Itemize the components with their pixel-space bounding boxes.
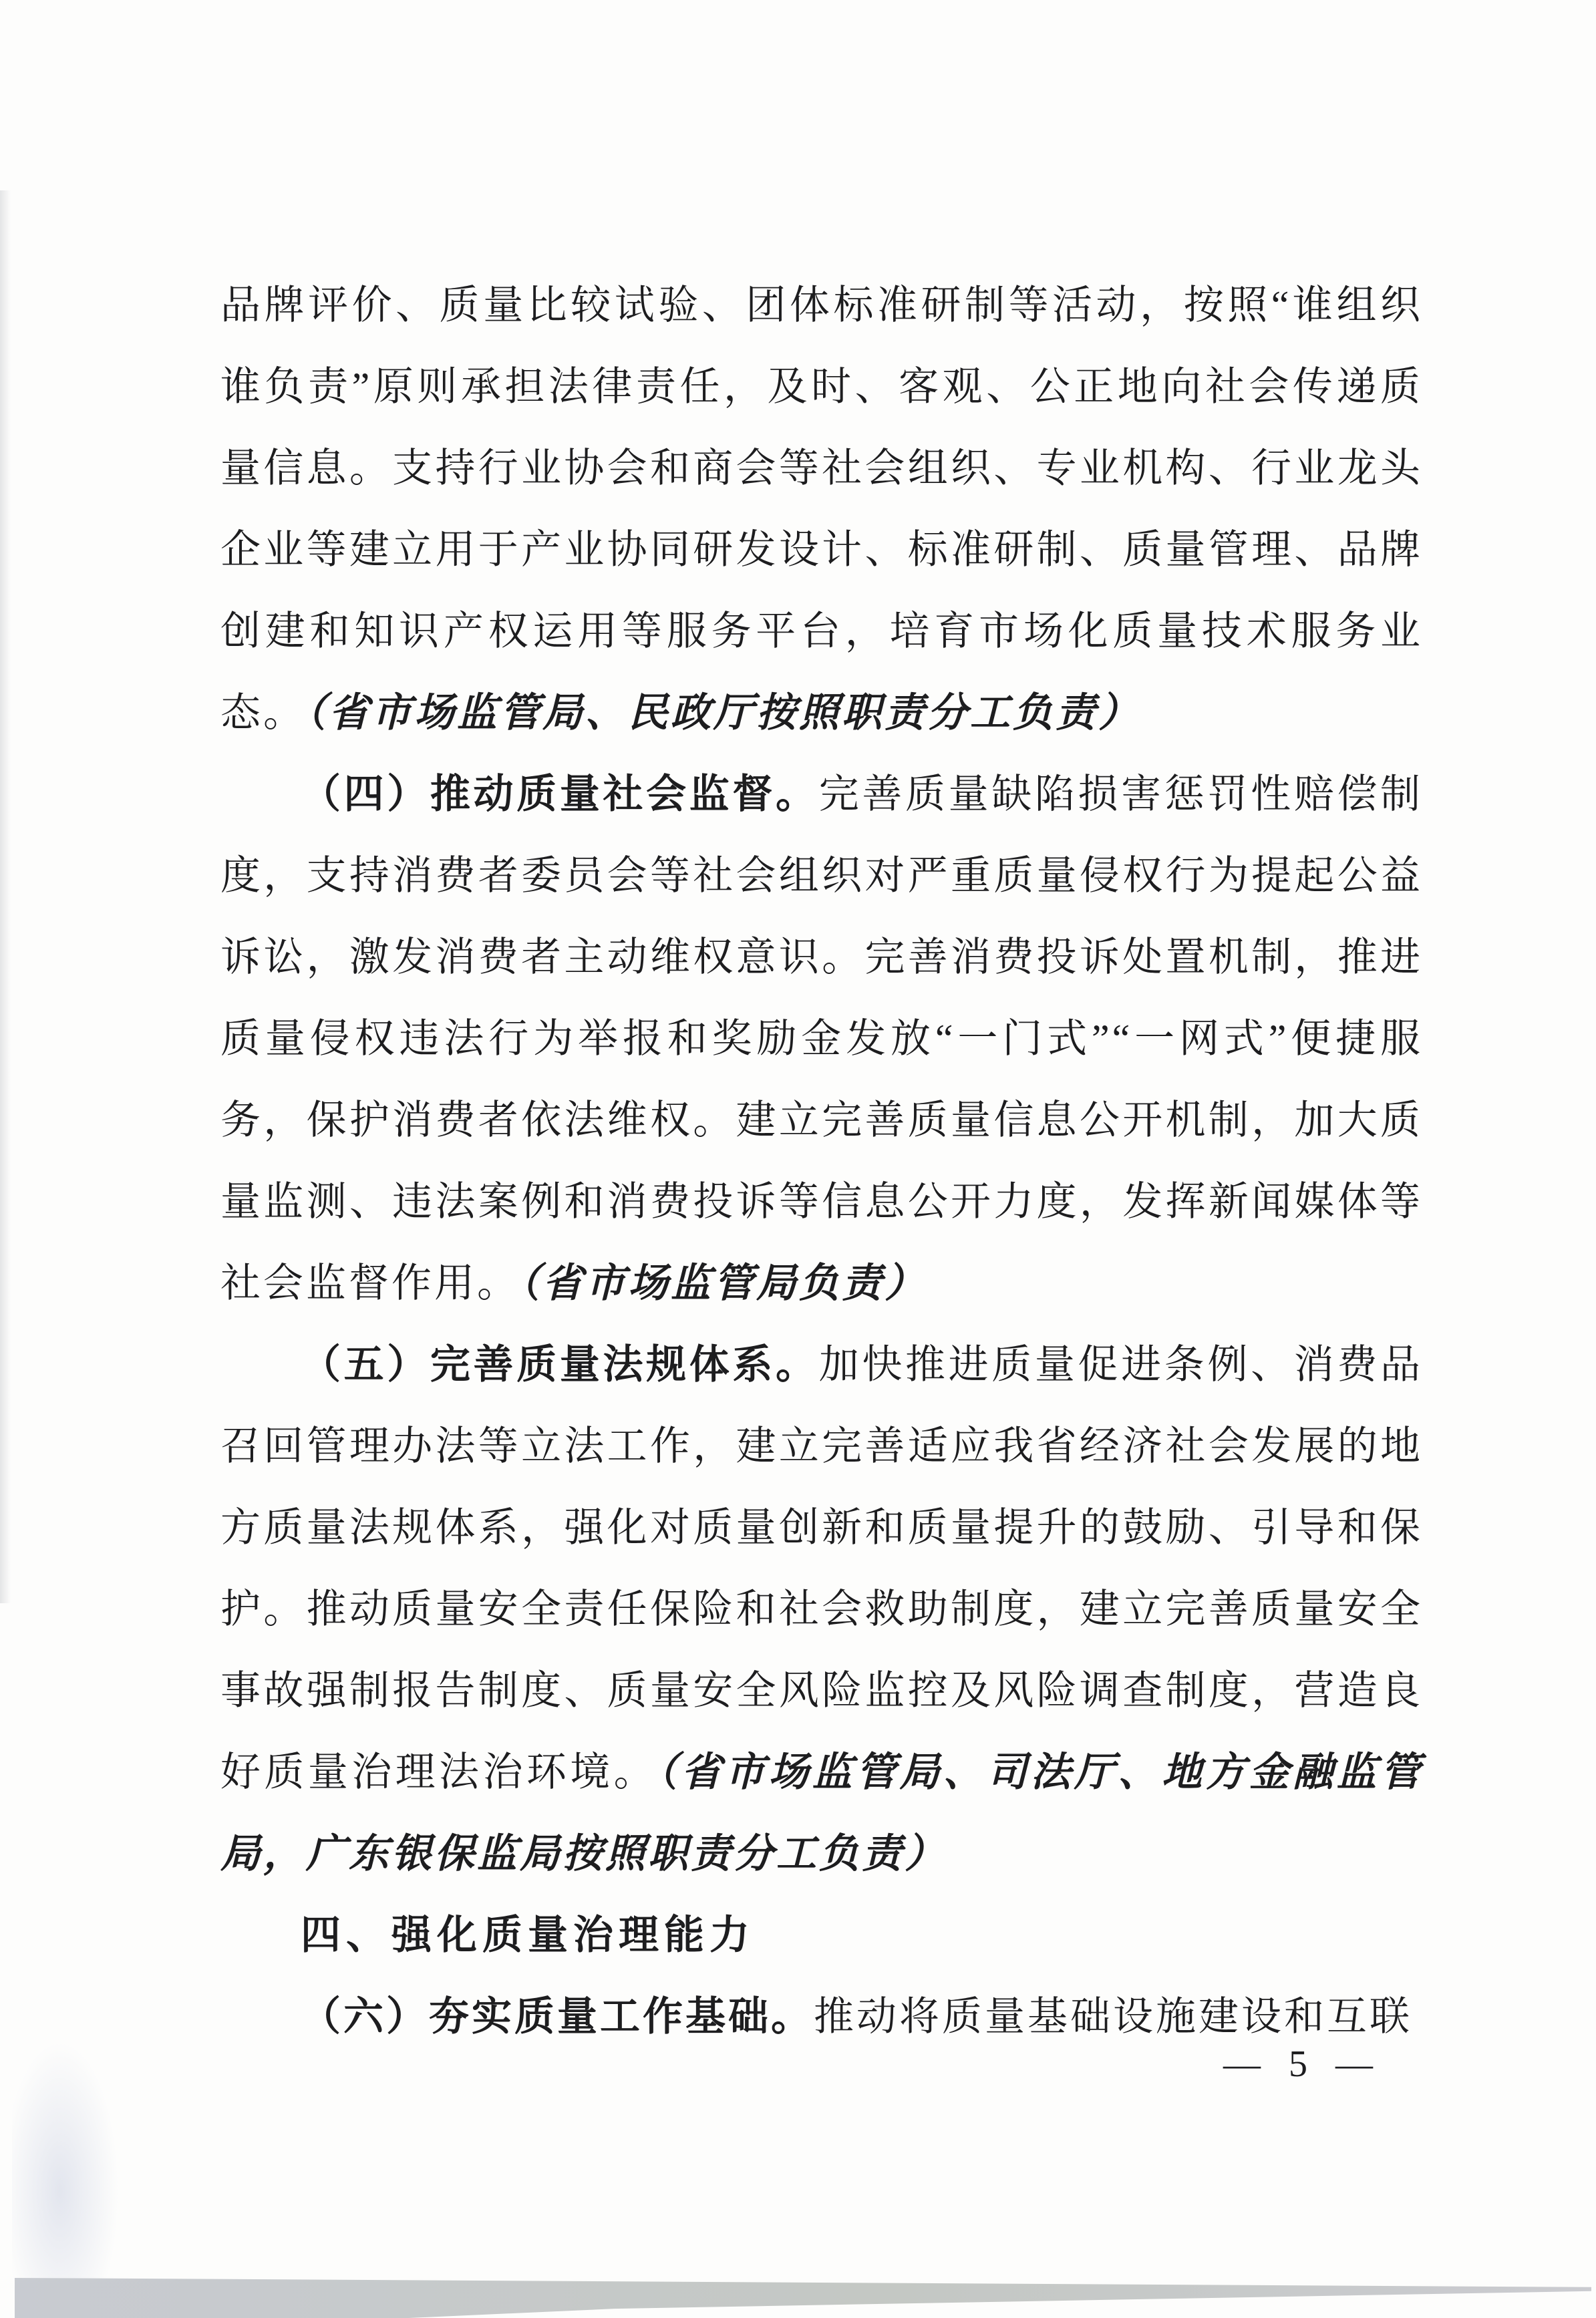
text-segment-kai: （省市场监管局、司法厅、地方金融监管局，广东银保监局按照职责分工负责） [220, 1750, 1424, 1876]
scan-edge-artifact-left [0, 190, 11, 1603]
scan-smudge-bottom-left [12, 2041, 119, 2315]
text-segment-bold: （六）夯实质量工作基础。 [301, 1995, 814, 2039]
text-segment-normal: 完善质量缺陷损害惩罚性赔偿制度，支持消费者委员会等社会组织对严重质量侵权行为提起公益诉讼，激发消费者主动维权意识。完善消费投诉处置机制，推进质量侵权违法行为举报和奖励金发放“一门式”“一网式”便捷服务，保护消费者依法维权。建立完善质量信息公开机制，加大质量监测、违法案例和消费投诉等信息公开力度，发挥新闻媒体等社会监督作用。 [220, 772, 1424, 1305]
text-segment-kai: （省市场监管局负责） [520, 1261, 927, 1305]
document-body [220, 265, 1423, 2057]
paragraph-item-five [220, 1324, 1423, 1894]
text-segment-bold: （四）推动质量社会监督。 [301, 772, 819, 816]
section-heading-four [220, 1894, 1423, 1976]
scan-shadow-bottom-edge [15, 2274, 1591, 2318]
paragraph-item-four [220, 754, 1423, 1324]
text-segment-normal: 推动将质量基础设施建设和互联 [814, 1995, 1412, 2039]
page-number: — 5 — [1223, 2043, 1382, 2085]
text-segment-heading: 四、强化质量治理能力 [301, 1912, 755, 1959]
text-segment-normal: 品牌评价、质量比较试验、团体标准研制等活动，按照“谁组织谁负责”原则承担法律责任，及时、客观、公正地向社会传递质量信息。支持行业协会和商会等社会组织、专业机构、行业龙头企业等建立用于产业协同研发设计、标准研制、质量管理、品牌创建和知识产权运用等服务平台，培育市场化质量技术服务业态。 [220, 283, 1423, 735]
paragraph-continuation [220, 265, 1423, 754]
text-segment-bold: （五）完善质量法规体系。 [301, 1343, 819, 1387]
text-segment-normal: 加快推进质量促进条例、消费品召回管理办法等立法工作，建立完善适应我省经济社会发展的地方质量法规体系，强化对质量创新和质量提升的鼓励、引导和保护。推动质量安全责任保险和社会救助制度，建立完善质量安全事故强制报告制度、质量安全风险监控及风险调查制度，营造良好质量治理法治环境。 [220, 1343, 1424, 1794]
text-segment-kai: （省市场监管局、民政厅按照职责分工负责） [306, 691, 1141, 735]
